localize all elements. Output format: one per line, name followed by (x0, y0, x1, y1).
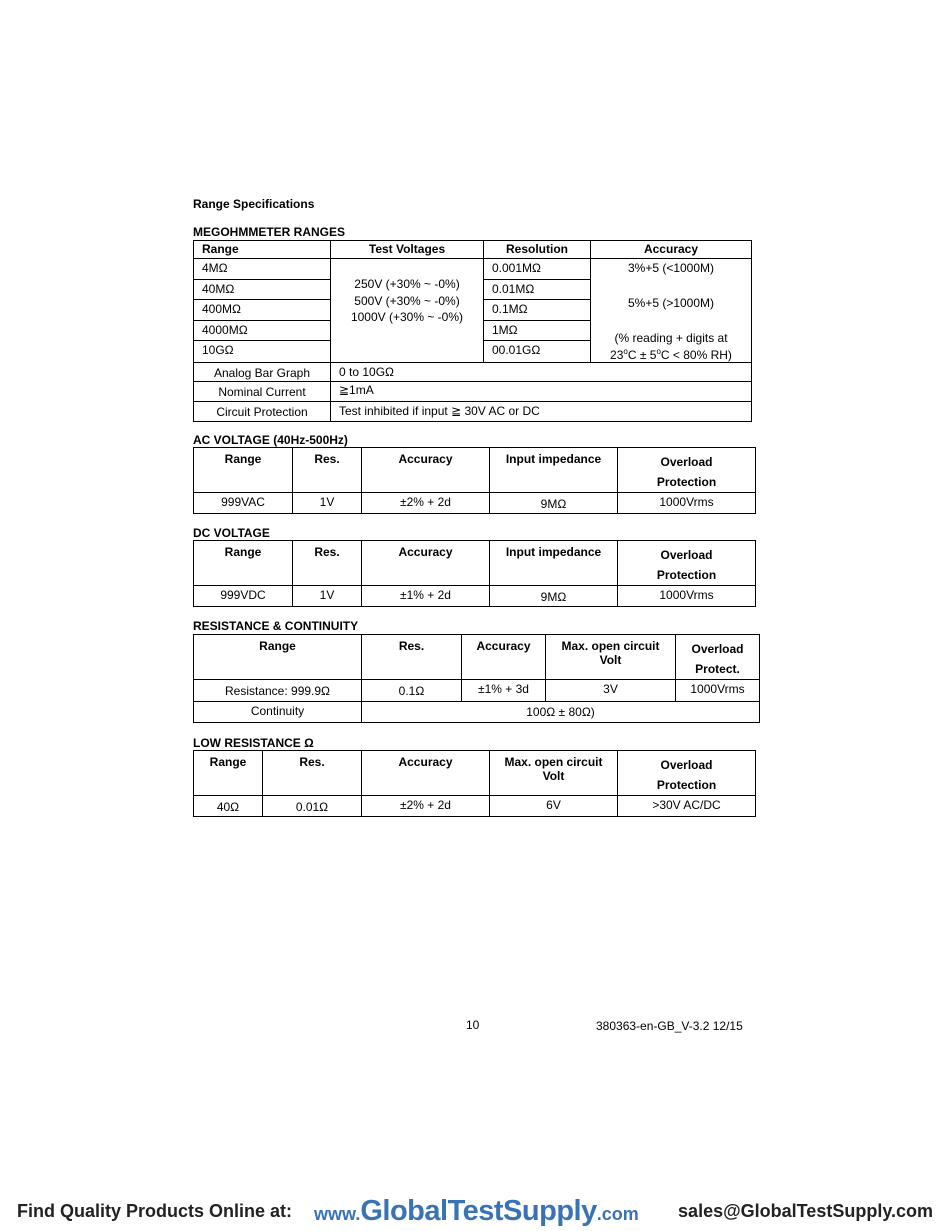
table-row (194, 702, 760, 723)
overload-cell: 1000Vrms (676, 680, 760, 702)
extra-label: Nominal Current (194, 382, 331, 402)
page-number: 10 (466, 1018, 480, 1032)
header-range: Range (194, 241, 331, 259)
header-overload (676, 635, 760, 680)
header-max-open-circuit (546, 635, 676, 680)
acv-heading: AC VOLTAGE (40Hz-500Hz) (193, 433, 348, 447)
test-voltage-line: 250V (+30% ~ -0%) (354, 277, 460, 291)
doc-code: 380363-en-GB_V-3.2 12/15 (596, 1019, 743, 1033)
extra-label: Circuit Protection (194, 402, 331, 422)
range-cell: 999VAC (194, 493, 293, 514)
range-cell: 4000MΩ (194, 320, 331, 341)
dcv-heading: DC VOLTAGE (193, 526, 270, 540)
res-table (193, 634, 760, 723)
overload-cell: 1000Vrms (618, 493, 756, 514)
range-cell: 4MΩ (194, 259, 331, 280)
range-cell: 10GΩ (194, 341, 331, 363)
table-row (194, 680, 760, 702)
header-overload (618, 448, 756, 493)
accuracy-line: (% reading + digits at (614, 331, 728, 345)
resolution-cell: 1MΩ (484, 320, 591, 341)
accuracy-humidity: C < 80% RH) (660, 348, 732, 362)
header-accuracy: Accuracy (362, 751, 490, 796)
header-line: Max. open circuit (504, 755, 603, 769)
header-line: Overload (691, 642, 744, 656)
acv-table (193, 447, 756, 514)
impedance-cell: 9MΩ (490, 493, 618, 514)
accuracy-line (591, 345, 751, 362)
overload-cell: 1000Vrms (618, 586, 756, 607)
accuracy-cell: ±2% + 2d (362, 796, 490, 817)
table-row (194, 259, 752, 280)
accuracy-cell: ±1% + 3d (462, 680, 546, 702)
table-row (194, 751, 756, 796)
header-range: Range (194, 448, 293, 493)
header-accuracy: Accuracy (362, 448, 490, 493)
res-cell: 0.1Ω (362, 680, 462, 702)
accuracy-tolerance: C ± 5 (627, 348, 657, 362)
extra-label: Analog Bar Graph (194, 363, 331, 382)
footer-tagline: Find Quality Products Online at: (17, 1201, 293, 1221)
header-input-impedance: Input impedance (490, 541, 618, 586)
header-accuracy: Accuracy (462, 635, 546, 680)
volt-cell: 6V (490, 796, 618, 817)
header-line: Overload (660, 758, 713, 772)
header-line: Overload (660, 455, 713, 469)
header-line: Protect. (695, 662, 740, 676)
url-www: www. (314, 1204, 361, 1224)
table-row (194, 382, 752, 402)
continuity-label: Continuity (194, 702, 362, 723)
header-line: Volt (542, 769, 565, 783)
range-cell: 999VDC (194, 586, 293, 607)
res-cell: 1V (293, 586, 362, 607)
table-row (194, 241, 752, 259)
header-line: Protection (656, 475, 717, 489)
dcv-table (193, 540, 756, 607)
megohm-heading: MEGOHMMETER RANGES (193, 225, 346, 239)
accuracy-cell (591, 259, 752, 363)
header-res: Res. (293, 541, 362, 586)
degree-symbol: o (623, 347, 628, 356)
header-range: Range (194, 541, 293, 586)
header-res: Res. (293, 448, 362, 493)
header-resolution: Resolution (484, 241, 591, 259)
table-row (194, 796, 756, 817)
header-res: Res. (263, 751, 362, 796)
footer-email-link[interactable]: sales@GlobalTestSupply.com (678, 1201, 933, 1221)
header-range: Range (194, 635, 362, 680)
header-overload (618, 541, 756, 586)
url-main: GlobalTestSupply (360, 1195, 597, 1227)
header-line: Protection (656, 568, 717, 582)
overload-cell: >30V AC/DC (618, 796, 756, 817)
resolution-cell: 0.001MΩ (484, 259, 591, 280)
test-voltages-cell (331, 259, 484, 363)
accuracy-line: 3%+5 (<1000M) (627, 261, 715, 275)
range-cell: 40MΩ (194, 279, 331, 300)
impedance-cell: 9MΩ (490, 586, 618, 607)
megohm-table (193, 240, 752, 422)
table-row (194, 363, 752, 382)
page-title: Range Specifications (193, 197, 315, 211)
accuracy-temp: 23 (610, 348, 624, 362)
extra-value: 0 to 10GΩ (331, 363, 752, 382)
range-cell: 400MΩ (194, 300, 331, 321)
header-accuracy: Accuracy (362, 541, 490, 586)
range-cell: Resistance: 999.9Ω (194, 680, 362, 702)
table-row (194, 493, 756, 514)
lowres-table (193, 750, 756, 817)
res-cell: 0.01Ω (263, 796, 362, 817)
table-row (194, 402, 752, 422)
test-voltage-line: 500V (+30% ~ -0%) (354, 293, 460, 308)
extra-value: Test inhibited if input ≧ 30V AC or DC (331, 402, 752, 422)
table-row (194, 541, 756, 586)
header-overload (618, 751, 756, 796)
header-test-voltages: Test Voltages (331, 241, 484, 259)
res-cell: 1V (293, 493, 362, 514)
resolution-cell: 0.01MΩ (484, 279, 591, 300)
header-line: Protection (656, 778, 717, 792)
header-input-impedance: Input impedance (490, 448, 618, 493)
accuracy-line: 5%+5 (>1000M) (627, 296, 715, 310)
table-row (194, 635, 760, 680)
range-cell: 40Ω (194, 796, 263, 817)
degree-symbol: o (656, 347, 661, 356)
res-heading: RESISTANCE & CONTINUITY (193, 619, 359, 633)
header-res: Res. (362, 635, 462, 680)
accuracy-cell: ±2% + 2d (362, 493, 490, 514)
extra-value: ≧1mA (331, 382, 752, 402)
header-range: Range (194, 751, 263, 796)
header-line: Volt (599, 653, 622, 667)
header-max-open-circuit (490, 751, 618, 796)
resolution-cell: 0.1MΩ (484, 300, 591, 321)
header-line: Overload (660, 548, 713, 562)
header-line: Max. open circuit (561, 639, 660, 653)
test-voltage-line: 1000V (+30% ~ -0%) (350, 310, 464, 324)
lowres-heading: LOW RESISTANCE Ω (193, 736, 314, 750)
header-accuracy: Accuracy (591, 241, 752, 259)
resolution-cell: 00.01GΩ (484, 341, 591, 363)
accuracy-cell: ±1% + 2d (362, 586, 490, 607)
volt-cell: 3V (546, 680, 676, 702)
url-com: .com (596, 1204, 639, 1224)
table-row (194, 586, 756, 607)
continuity-value: 100Ω ± 80Ω) (362, 702, 760, 723)
footer-website-link[interactable] (314, 1196, 639, 1226)
table-row (194, 448, 756, 493)
